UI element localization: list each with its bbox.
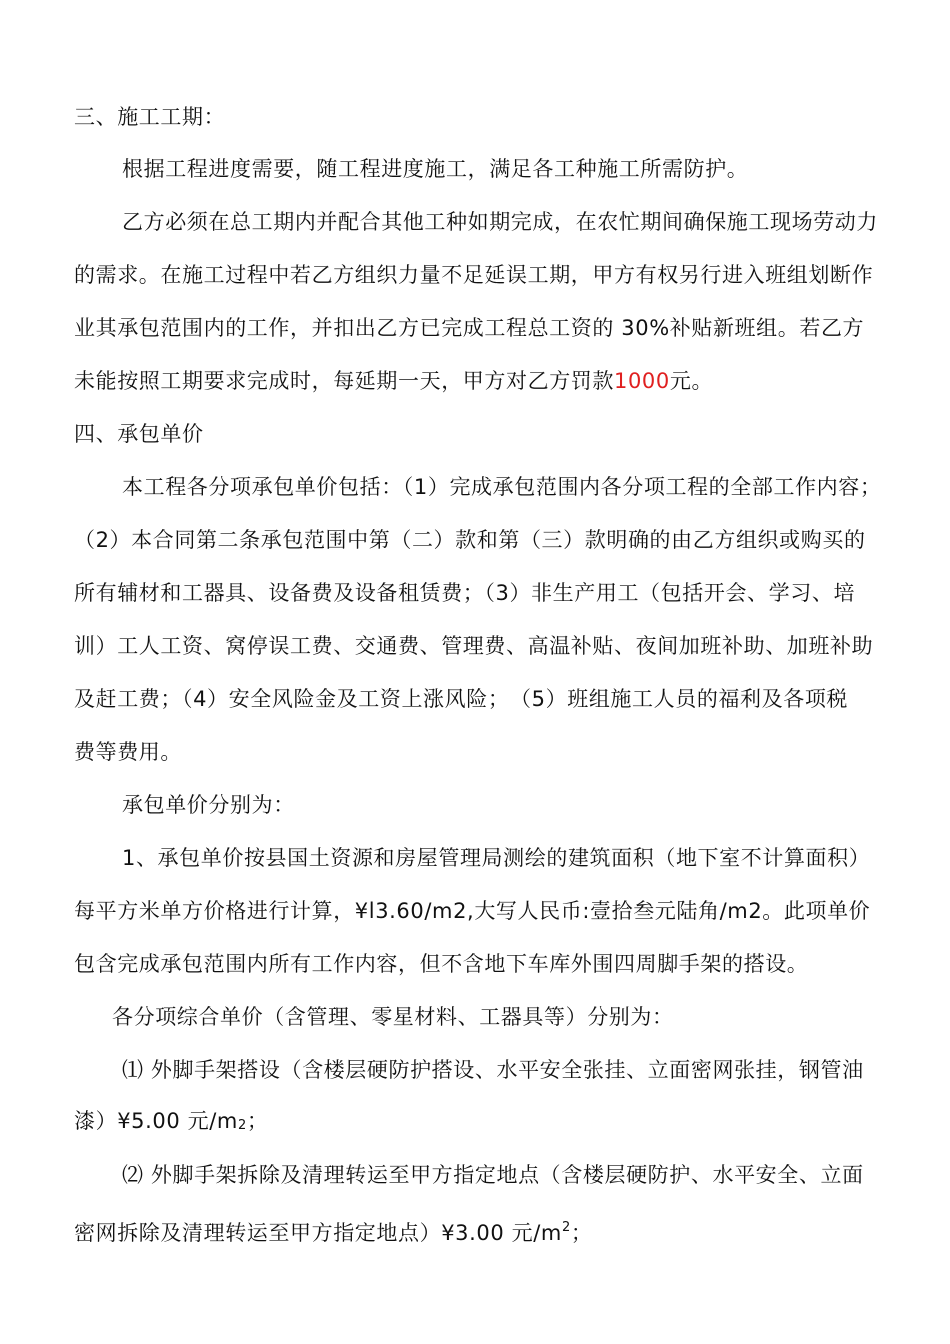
paragraph-line <box>74 366 713 396</box>
section-4-heading: 四、承包单价 <box>74 422 204 446</box>
paragraph-line: 各分项综合单价（含管理、零星材料、工器具等）分别为： <box>112 1005 674 1029</box>
unit-superscript: 2 <box>561 1220 571 1235</box>
paragraph-line: 本工程各分项承包单价包括：（1）完成承包范围内各分项工程的全部工作内容； <box>122 475 882 499</box>
list-item-line <box>74 1213 592 1248</box>
paragraph-text: 漆）¥5.00 元/m <box>74 1109 238 1133</box>
paragraph-line: 1、承包单价按县国土资源和房屋管理局测绘的建筑面积（地下室不计算面积） <box>122 846 871 870</box>
paragraph-text: 未能按照工期要求完成时，每延期一天，甲方对乙方罚款 <box>74 369 614 393</box>
paragraph-line: 乙方必须在总工期内并配合其他工种如期完成，在农忙期间确保施工现场劳动力 <box>122 210 878 234</box>
penalty-amount: 1000 <box>614 369 670 393</box>
list-item-line <box>74 1106 268 1141</box>
list-item-line: ⑵ 外脚手架拆除及清理转运至甲方指定地点（含楼层硬防护、水平安全、立面 <box>122 1163 864 1187</box>
paragraph-line: 承包单价分别为： <box>122 793 295 817</box>
paragraph-line: 费等费用。 <box>74 740 182 764</box>
section-3-heading: 三、施工工期： <box>74 105 226 129</box>
paragraph-line: 包含完成承包范围内所有工作内容，但不含地下车库外围四周脚手架的搭设。 <box>74 952 809 976</box>
paragraph-line: 业其承包范围内的工作，并扣出乙方已完成工程总工资的 30%补贴新班组。若乙方 <box>74 316 865 340</box>
paragraph-line: 的需求。在施工过程中若乙方组织力量不足延误工期，甲方有权另行进入班组划断作 <box>74 263 874 287</box>
paragraph-line: （2）本合同第二条承包范围中第（二）款和第（三）款明确的由乙方组织或购买的 <box>74 528 866 552</box>
paragraph-line: 每平方米单方价格进行计算，¥l3.60/m2,大写人民币:壹拾叁元陆角/m2。此项单价 <box>74 899 871 923</box>
paragraph-line: 及赶工费；（4）安全风险金及工资上涨风险； （5）班组施工人员的福利及各项税 <box>74 687 849 711</box>
paragraph-text: ； <box>246 1109 269 1133</box>
paragraph-line: 所有辅材和工器具、设备费及设备租赁费；（3）非生产用工（包括开会、学习、培 <box>74 581 856 605</box>
paragraph-line: 根据工程进度需要，随工程进度施工，满足各工种施工所需防护。 <box>122 157 749 181</box>
unit-subscript: 2 <box>237 1118 247 1133</box>
paragraph-line: 训）工人工资、窝停误工费、交通费、管理费、高温补贴、夜间加班补助、加班补助 <box>74 634 874 658</box>
paragraph-text: ； <box>570 1221 593 1245</box>
list-item-line: ⑴ 外脚手架搭设（含楼层硬防护搭设、水平安全张挂、立面密网张挂，钢管油 <box>122 1058 864 1082</box>
paragraph-text: 元。 <box>669 369 714 393</box>
paragraph-text: 密网拆除及清理转运至甲方指定地点）¥3.00 元/m <box>74 1221 562 1245</box>
